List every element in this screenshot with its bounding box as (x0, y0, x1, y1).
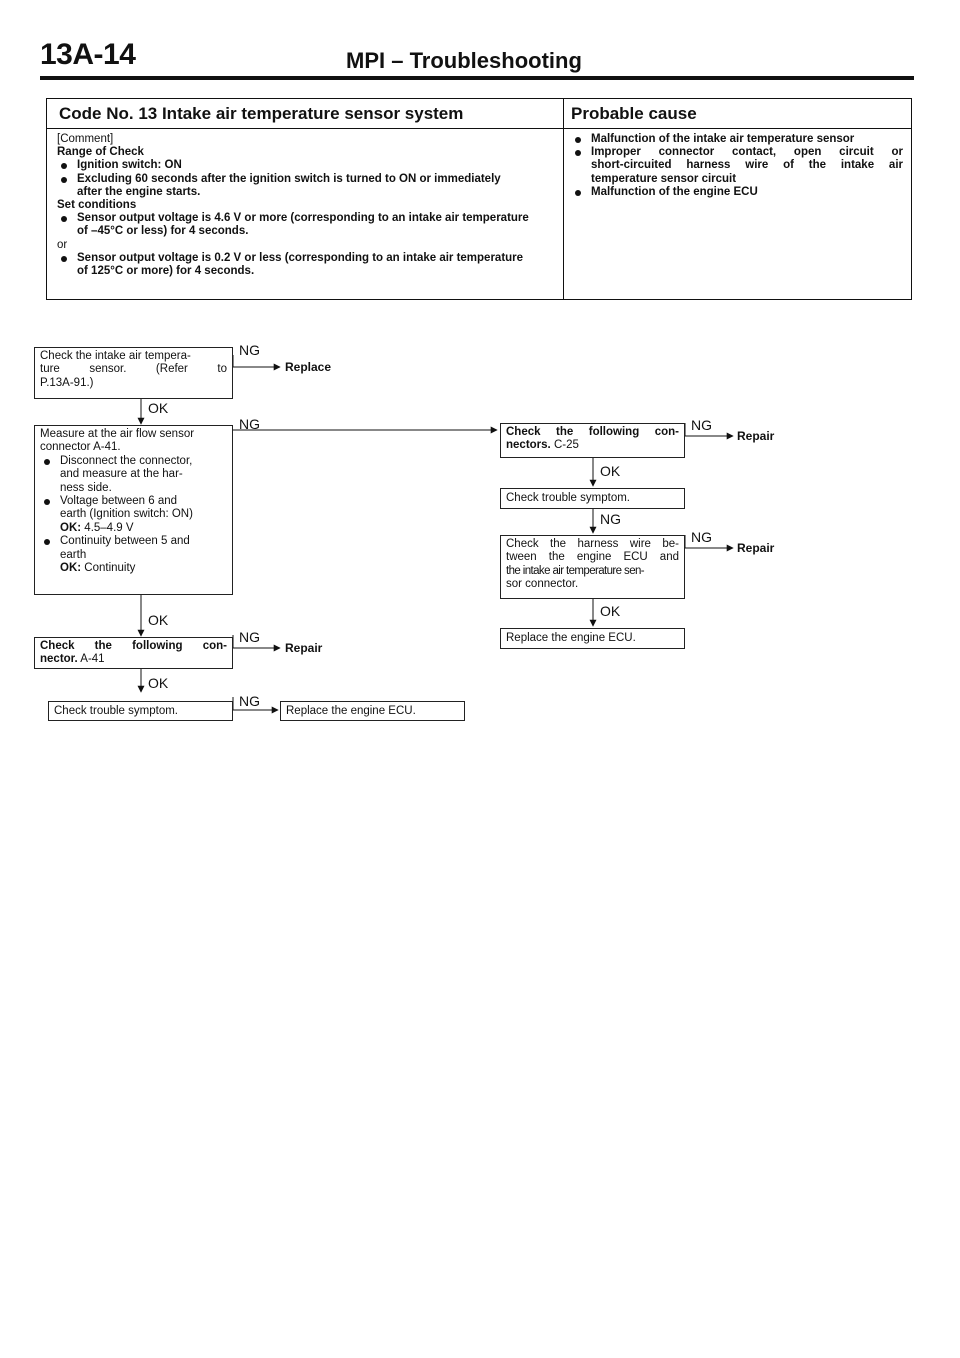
ok-label: OK (600, 463, 621, 479)
ng-label: NG (691, 529, 712, 545)
box-text-line (40, 653, 227, 666)
range-item: Ignition switch: ON (57, 159, 551, 172)
page-number: 13A-14 (40, 38, 136, 71)
ng-label: NG (239, 693, 260, 709)
range-label: Range of Check (57, 146, 144, 159)
box-text: Replace the engine ECU. (506, 632, 636, 644)
box-bullet: Voltage between 6 and (40, 495, 227, 508)
box-ok-line (40, 522, 227, 535)
cause-item-cont: short-circuited harness wire of the intake air (591, 159, 903, 172)
ok-criterion-value: Continuity (84, 562, 136, 575)
box-text: earth (Ignition switch: ON) (60, 508, 193, 521)
box-bullet: Continuity between 5 and (40, 535, 227, 548)
ng-label: NG (600, 511, 621, 527)
box-text: sor connector. (506, 578, 579, 591)
box-text-bold: nector. (40, 653, 78, 666)
cause-item: Malfunction of the engine ECU (571, 186, 903, 199)
set-condition: Sensor output voltage is 0.2 V or less (corresponding to an intake air temperature (57, 252, 551, 265)
check-connector-box (34, 637, 233, 669)
comment-label: [Comment] (57, 133, 114, 145)
replace-ecu-box-2 (500, 628, 685, 649)
box-text: Check the following con- (40, 640, 227, 652)
box-text-line (506, 439, 679, 452)
set-condition: Sensor output voltage is 4.6 V or more (corresponding to an intake air temperature (57, 212, 551, 225)
ng-label: NG (239, 416, 260, 432)
range-item: Excluding 60 seconds after the ignition switch is turned to ON or immediately (57, 173, 551, 186)
box-text: connector A-41. (40, 441, 121, 454)
connector-code: C-25 (553, 439, 579, 452)
box-ok-line (40, 562, 227, 575)
ok-criterion-value: 4.5–4.9 V (84, 521, 134, 534)
box-text: ness side. (60, 481, 112, 494)
box-text: and measure at the har- (60, 468, 183, 481)
box-text: Check the following con- (506, 426, 679, 438)
ng-label: NG (239, 342, 260, 358)
ng-label: NG (691, 417, 712, 433)
ok-criterion-label: OK: (60, 521, 82, 534)
ok-label: OK (600, 603, 621, 619)
check-connectors-box (500, 423, 685, 458)
ng-label: NG (239, 629, 260, 645)
repair-action: Repair (285, 641, 323, 655)
cause-item: Improper connector contact, open circuit or (571, 146, 903, 159)
cause-item: Malfunction of the intake air temperature sensor (571, 133, 903, 146)
ok-label: OK (148, 612, 169, 628)
box-text: Check the harness wire be- (506, 538, 679, 550)
ok-criterion-label: OK: (60, 562, 82, 575)
box-text: the intake air temperature sen- (506, 564, 645, 577)
repair-action: Repair (737, 429, 775, 443)
ok-label: OK (148, 675, 169, 691)
connector-code: A-41 (80, 653, 105, 666)
check-symptom-box-2 (500, 488, 685, 509)
check-sensor-box (34, 347, 233, 399)
page-title: MPI – Troubleshooting (346, 48, 582, 73)
box-text-bold: nectors. (506, 439, 551, 452)
box-text: ture sensor. (Refer to (40, 363, 227, 376)
box-text: Check trouble symptom. (54, 705, 178, 717)
set-condition-cont: of 125°C or more) for 4 seconds. (77, 265, 255, 278)
box-bullet: Disconnect the connector, (40, 455, 227, 468)
replace-action: Replace (285, 360, 332, 374)
cause-header: Probable cause (571, 104, 697, 123)
repair-action: Repair (737, 541, 775, 555)
box-text: Check trouble symptom. (506, 492, 630, 504)
set-condition-cont: of –45°C or less) for 4 seconds. (77, 225, 249, 238)
box-text: tween the engine ECU and (506, 551, 679, 564)
box-text: P.13A-91.) (40, 376, 94, 389)
cause-item-cont: temperature sensor circuit (591, 172, 737, 185)
ok-label: OK (148, 400, 169, 416)
box-text: Measure at the air flow sensor (40, 428, 195, 440)
code-header: Code No. 13 Intake air temperature sensor system (59, 104, 464, 123)
box-text: earth (60, 548, 87, 561)
set-conditions-label: Set conditions (57, 199, 137, 212)
range-item-cont: after the engine starts. (77, 185, 201, 198)
box-text: Replace the engine ECU. (286, 705, 416, 717)
box-text: Check the intake air tempera- (40, 350, 191, 362)
measure-box (34, 425, 233, 595)
replace-ecu-box (280, 701, 465, 721)
or-label: or (57, 238, 68, 251)
check-harness-box (500, 535, 685, 599)
check-symptom-box (48, 701, 233, 721)
